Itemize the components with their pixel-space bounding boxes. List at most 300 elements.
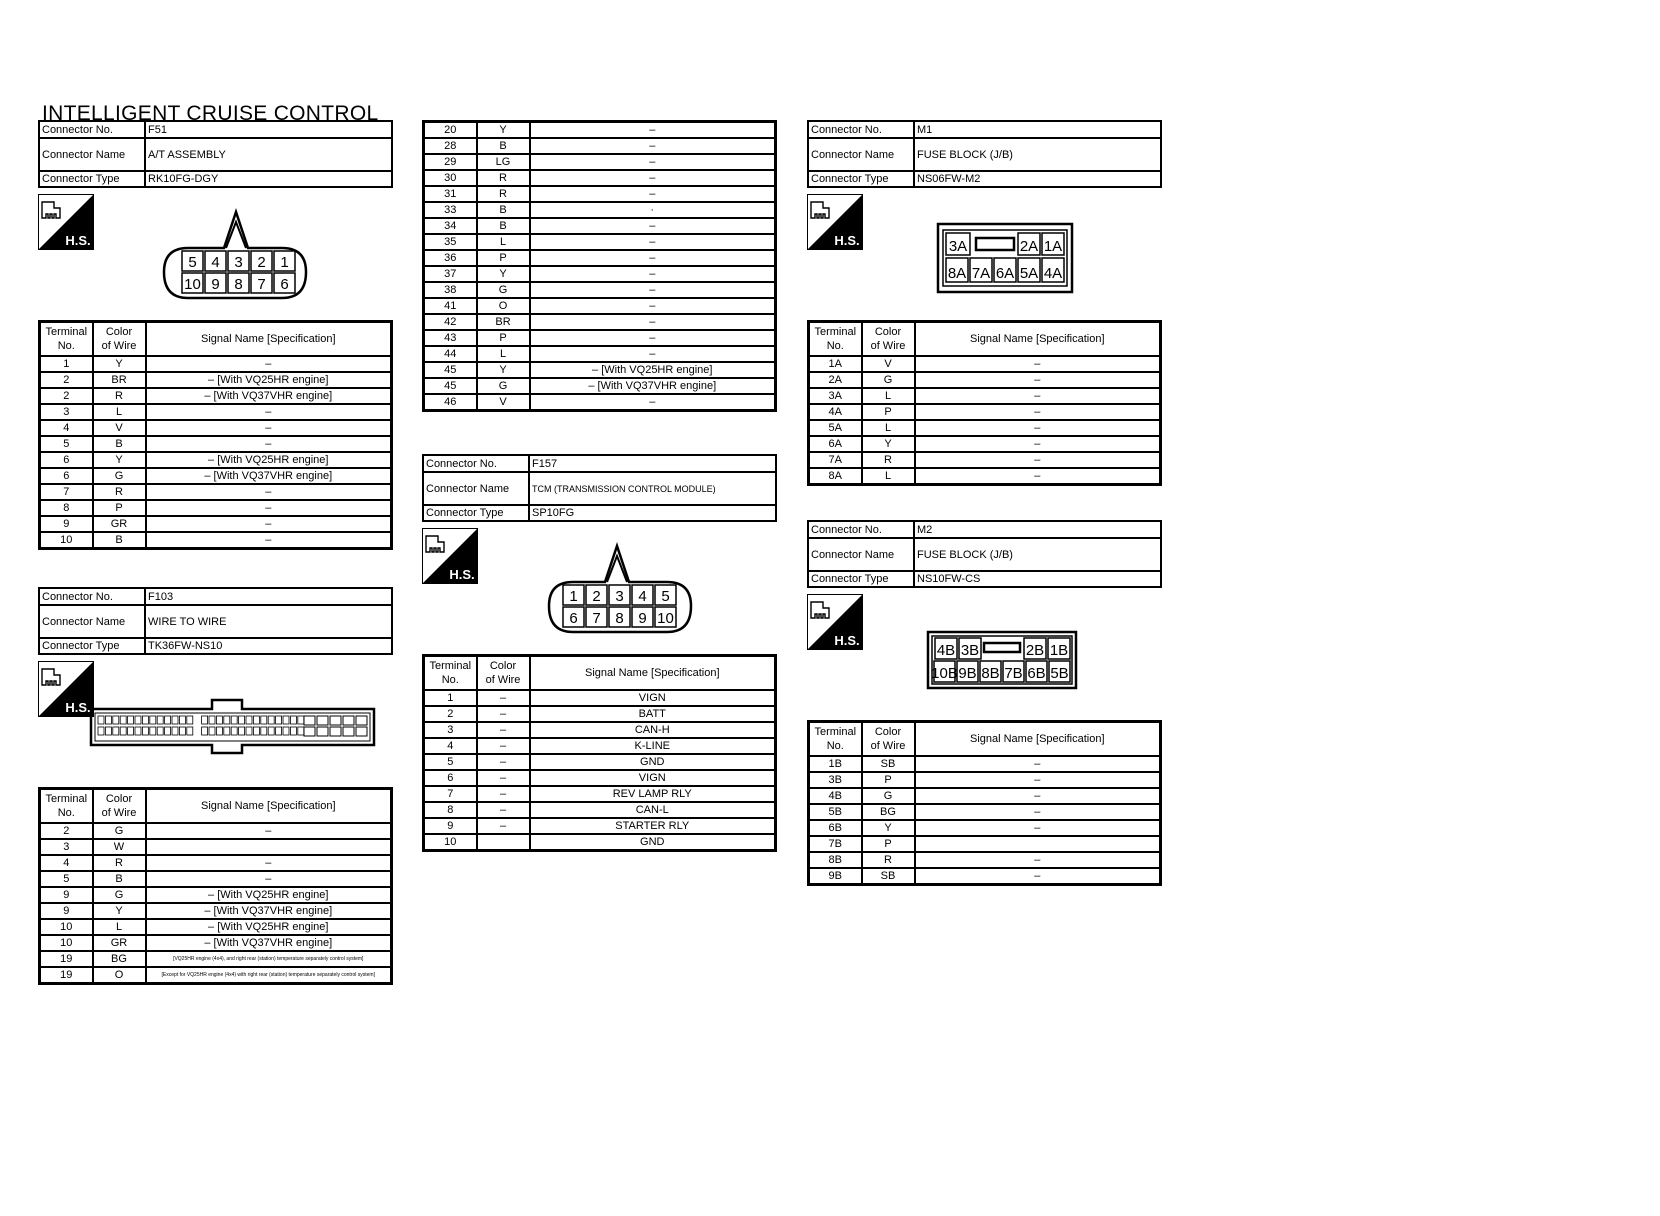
signal-cell: – [146, 420, 392, 436]
signal-cell: – [530, 154, 776, 170]
connector-pin: 7 [257, 276, 266, 293]
color-cell: O [477, 298, 530, 314]
terminal-cell: 10 [40, 919, 93, 935]
signal-cell: – [With VQ25HR engine] [146, 372, 392, 388]
table-row [809, 836, 1161, 852]
color-cell: G [93, 887, 146, 903]
page-title: INTELLIGENT CRUISE CONTROL [42, 102, 379, 125]
signal-cell: – [With VQ37VHR engine] [530, 378, 776, 394]
table-row [424, 298, 776, 314]
connector-pin: 1B [1049, 642, 1069, 659]
table-row [424, 394, 776, 411]
terminal-cell: 2 [40, 823, 93, 839]
table-row [809, 756, 1161, 772]
svg-text:H.S.: H.S. [834, 633, 860, 648]
table-row [40, 404, 392, 420]
signal-cell: – [146, 871, 392, 887]
color-cell: P [862, 772, 915, 788]
connector-pin: 1 [280, 254, 289, 271]
connector-pin: 10B [931, 665, 958, 682]
color-cell: BG [93, 951, 146, 967]
signal-cell: – [146, 484, 392, 500]
table-row [40, 967, 392, 984]
connector-pin: 2B [1025, 642, 1045, 659]
terminal-cell: 43 [424, 330, 477, 346]
table-row [424, 314, 776, 330]
color-cell: L [93, 919, 146, 935]
connector-type-value: RK10FG-DGY [145, 171, 392, 187]
signal-cell: – [With VQ25HR engine] [146, 919, 392, 935]
color-header: Color of Wire [862, 322, 915, 356]
terminal-cell: 4A [809, 404, 862, 420]
signal-cell: – [915, 868, 1161, 885]
table-row [424, 722, 776, 738]
color-cell: L [477, 346, 530, 362]
connector-name-label: Connector Name [808, 538, 914, 571]
signal-cell: – [530, 314, 776, 330]
signal-cell: – [146, 436, 392, 452]
signal-cell: – [530, 330, 776, 346]
connector-no-label: Connector No. [423, 455, 529, 472]
table-row [809, 788, 1161, 804]
connector-pin: 8 [615, 610, 624, 627]
signal-cell: – [915, 356, 1161, 372]
color-cell: L [862, 388, 915, 404]
harness-side-icon [422, 528, 478, 584]
terminal-cell: 10 [40, 532, 93, 549]
signal-cell: – [915, 772, 1161, 788]
color-header: Color of Wire [93, 789, 146, 823]
connector-pin: 8A [947, 265, 967, 282]
connector-pin: 8 [234, 276, 243, 293]
connector-pin: 6 [569, 610, 578, 627]
signal-header: Signal Name [Specification] [146, 789, 392, 823]
table-row [809, 452, 1161, 468]
color-cell: G [862, 788, 915, 804]
terminal-cell: 41 [424, 298, 477, 314]
signal-cell: – [530, 394, 776, 411]
terminal-table-f157 [422, 654, 777, 852]
table-row [424, 738, 776, 754]
table-row [809, 468, 1161, 485]
terminal-cell: 7 [40, 484, 93, 500]
signal-cell [915, 836, 1161, 852]
connector-pin: 10 [184, 276, 201, 293]
harness-side-icon [807, 594, 863, 650]
color-cell: V [477, 394, 530, 411]
connector-pin: 5B [1050, 665, 1069, 682]
table-row [424, 834, 776, 851]
table-row [40, 532, 392, 549]
connector-face-m1 [936, 222, 1074, 294]
color-cell: B [477, 218, 530, 234]
color-cell: BG [862, 804, 915, 820]
table-row [40, 839, 392, 855]
color-cell: G [93, 823, 146, 839]
color-cell: L [93, 404, 146, 420]
color-cell: GR [93, 516, 146, 532]
signal-cell: – [530, 170, 776, 186]
signal-cell: GND [530, 834, 776, 851]
color-cell: SB [862, 756, 915, 772]
signal-cell: – [915, 404, 1161, 420]
harness-side-icon [807, 194, 863, 250]
terminal-cell: 4 [40, 855, 93, 871]
connector-info-f157 [422, 454, 777, 522]
color-cell: – [477, 722, 530, 738]
terminal-cell: 45 [424, 362, 477, 378]
terminal-cell: 3 [424, 722, 477, 738]
terminal-cell: 19 [40, 967, 93, 984]
svg-text:H.S.: H.S. [65, 233, 91, 248]
signal-header: Signal Name [Specification] [146, 322, 392, 356]
signal-cell: – [With VQ37VHR engine] [146, 935, 392, 951]
terminal-cell: 8B [809, 852, 862, 868]
connector-type-label: Connector Type [39, 638, 145, 654]
terminal-cell: 44 [424, 346, 477, 362]
terminal-cell: 2A [809, 372, 862, 388]
signal-header: Signal Name [Specification] [915, 722, 1161, 756]
table-row [40, 484, 392, 500]
terminal-table-f51 [38, 320, 393, 550]
signal-cell: [VQ25HR engine (4x4), and right rear (station) temperature separately control system] [146, 951, 392, 967]
color-cell: Y [477, 266, 530, 282]
signal-cell: CAN-H [530, 722, 776, 738]
connector-pin: 10 [657, 610, 674, 627]
table-row [424, 346, 776, 362]
signal-cell: – [With VQ25HR engine] [146, 887, 392, 903]
terminal-cell: 3A [809, 388, 862, 404]
color-cell: P [477, 250, 530, 266]
signal-cell [146, 839, 392, 855]
table-row [809, 804, 1161, 820]
table-row [809, 420, 1161, 436]
connector-no-value: M1 [914, 121, 1161, 138]
color-cell: LG [477, 154, 530, 170]
table-row [424, 362, 776, 378]
signal-cell: – [915, 468, 1161, 485]
color-cell: – [477, 818, 530, 834]
table-row [809, 404, 1161, 420]
signal-header: Signal Name [Specification] [530, 656, 776, 690]
color-cell: Y [862, 436, 915, 452]
table-row [424, 330, 776, 346]
terminal-cell: 3 [40, 404, 93, 420]
color-header: Color of Wire [93, 322, 146, 356]
table-row [424, 122, 776, 139]
color-cell: V [862, 356, 915, 372]
connector-name-label: Connector Name [39, 138, 145, 171]
table-row [40, 500, 392, 516]
terminal-cell: 37 [424, 266, 477, 282]
table-row [424, 690, 776, 706]
connector-pin: 6A [995, 265, 1015, 282]
connector-name-value: WIRE TO WIRE [145, 605, 392, 638]
terminal-cell: 1 [424, 690, 477, 706]
svg-text:H.S.: H.S. [449, 567, 475, 582]
signal-cell: – [146, 855, 392, 871]
color-cell: – [477, 786, 530, 802]
terminal-cell: 6 [40, 468, 93, 484]
connector-pin: 7 [592, 610, 601, 627]
color-cell: Y [477, 362, 530, 378]
color-cell: G [862, 372, 915, 388]
connector-type-value: TK36FW-NS10 [145, 638, 392, 654]
signal-cell: [Except for VQ25HR engine (4x4) with right rear (station) temperature separately control system] [146, 967, 392, 984]
connector-face-f157 [545, 542, 695, 638]
table-row [40, 468, 392, 484]
terminal-cell: 10 [40, 935, 93, 951]
terminal-cell: 3 [40, 839, 93, 855]
table-row [424, 802, 776, 818]
color-cell: B [93, 436, 146, 452]
signal-cell: GND [530, 754, 776, 770]
table-row [40, 420, 392, 436]
terminal-cell: 1B [809, 756, 862, 772]
color-cell: BR [93, 372, 146, 388]
terminal-cell: 8 [40, 500, 93, 516]
connector-pin: 2 [257, 254, 266, 271]
terminal-cell: 6B [809, 820, 862, 836]
signal-cell: – [530, 346, 776, 362]
connector-pin: 9B [958, 665, 977, 682]
table-row [40, 919, 392, 935]
connector-pin: 3B [960, 642, 980, 659]
color-cell: G [477, 282, 530, 298]
signal-cell: – [146, 404, 392, 420]
color-cell: R [477, 186, 530, 202]
terminal-cell: 5A [809, 420, 862, 436]
terminal-cell: 42 [424, 314, 477, 330]
table-row [424, 706, 776, 722]
terminal-table-f103-continued [422, 120, 777, 412]
connector-pin: 8B [981, 665, 1000, 682]
harness-side-icon [38, 661, 94, 717]
table-row [40, 935, 392, 951]
connector-pin: 4 [211, 254, 220, 271]
terminal-header: Terminal No. [40, 322, 93, 356]
signal-cell: – [530, 218, 776, 234]
terminal-cell: 29 [424, 154, 477, 170]
terminal-cell: 2 [40, 372, 93, 388]
signal-cell: – [With VQ37VHR engine] [146, 468, 392, 484]
connector-name-value: FUSE BLOCK (J/B) [914, 538, 1161, 571]
signal-cell: – [915, 420, 1161, 436]
svg-text:H.S.: H.S. [834, 233, 860, 248]
signal-cell: – [146, 823, 392, 839]
color-cell: V [93, 420, 146, 436]
color-cell: – [477, 706, 530, 722]
table-row [40, 452, 392, 468]
table-row [424, 266, 776, 282]
terminal-cell: 31 [424, 186, 477, 202]
terminal-cell: 4 [40, 420, 93, 436]
terminal-cell: 9B [809, 868, 862, 885]
connector-pin: 4A [1043, 265, 1063, 282]
terminal-cell: 19 [40, 951, 93, 967]
table-row [424, 770, 776, 786]
connector-type-label: Connector Type [808, 571, 914, 587]
connector-pin: 2 [592, 588, 601, 605]
terminal-cell: 9 [424, 818, 477, 834]
table-row [424, 218, 776, 234]
signal-cell: – [With VQ37VHR engine] [146, 388, 392, 404]
terminal-cell: 33 [424, 202, 477, 218]
color-cell: – [477, 690, 530, 706]
table-row [40, 903, 392, 919]
table-row [424, 786, 776, 802]
connector-face-m2 [926, 630, 1078, 690]
color-header: Color of Wire [862, 722, 915, 756]
connector-no-label: Connector No. [808, 521, 914, 538]
terminal-cell: 28 [424, 138, 477, 154]
signal-cell: VIGN [530, 690, 776, 706]
connector-name-value: FUSE BLOCK (J/B) [914, 138, 1161, 171]
connector-pin: 2A [1019, 238, 1039, 255]
connector-name-value: A/T ASSEMBLY [145, 138, 392, 171]
signal-cell: STARTER RLY [530, 818, 776, 834]
table-row [809, 852, 1161, 868]
connector-pin: 5 [661, 588, 670, 605]
connector-face-f51 [160, 208, 310, 304]
signal-cell: – [530, 122, 776, 139]
table-row [40, 823, 392, 839]
connector-type-value: SP10FG [529, 505, 776, 521]
signal-cell: VIGN [530, 770, 776, 786]
terminal-header: Terminal No. [809, 322, 862, 356]
color-cell: R [862, 452, 915, 468]
table-row [809, 356, 1161, 372]
table-row [424, 154, 776, 170]
terminal-cell: 8 [424, 802, 477, 818]
terminal-cell: 9 [40, 903, 93, 919]
table-row [40, 388, 392, 404]
connector-info-m2 [807, 520, 1162, 588]
signal-cell: – [146, 516, 392, 532]
signal-cell: REV LAMP RLY [530, 786, 776, 802]
color-cell: R [477, 170, 530, 186]
connector-name-label: Connector Name [39, 605, 145, 638]
terminal-cell: 5B [809, 804, 862, 820]
connector-no-value: F103 [145, 588, 392, 605]
color-cell: P [862, 836, 915, 852]
terminal-table-f103 [38, 787, 393, 985]
connector-type-value: NS10FW-CS [914, 571, 1161, 587]
color-cell: W [93, 839, 146, 855]
terminal-cell: 2 [424, 706, 477, 722]
signal-cell: – [915, 820, 1161, 836]
connector-name-label: Connector Name [808, 138, 914, 171]
connector-no-label: Connector No. [39, 588, 145, 605]
color-cell: – [477, 802, 530, 818]
connector-no-value: F51 [145, 121, 392, 138]
terminal-table-m2 [807, 720, 1162, 886]
signal-cell: – [With VQ25HR engine] [530, 362, 776, 378]
connector-pin: 3 [615, 588, 624, 605]
table-row [809, 372, 1161, 388]
table-row [809, 868, 1161, 885]
signal-cell: – [915, 436, 1161, 452]
connector-type-label: Connector Type [39, 171, 145, 187]
color-cell: Y [477, 122, 530, 139]
connector-pin: 5A [1019, 265, 1039, 282]
color-cell: B [477, 138, 530, 154]
color-cell: B [477, 202, 530, 218]
color-cell: – [477, 754, 530, 770]
table-row [40, 887, 392, 903]
terminal-cell: 6 [40, 452, 93, 468]
connector-pin: 7B [1004, 665, 1023, 682]
table-row [809, 388, 1161, 404]
signal-cell: – [915, 452, 1161, 468]
color-cell [477, 834, 530, 851]
table-row [424, 202, 776, 218]
color-cell: Y [862, 820, 915, 836]
signal-cell: – [915, 756, 1161, 772]
connector-type-label: Connector Type [808, 171, 914, 187]
connector-face-f103 [88, 697, 378, 755]
connector-no-label: Connector No. [808, 121, 914, 138]
terminal-cell: 7A [809, 452, 862, 468]
connector-pin: 9 [211, 276, 220, 293]
signal-header: Signal Name [Specification] [915, 322, 1161, 356]
terminal-cell: 4B [809, 788, 862, 804]
color-cell: R [862, 852, 915, 868]
table-row [424, 818, 776, 834]
connector-type-value: NS06FW-M2 [914, 171, 1161, 187]
connector-pin: 4B [936, 642, 956, 659]
terminal-cell: 20 [424, 122, 477, 139]
signal-cell: K-LINE [530, 738, 776, 754]
connector-info-f103 [38, 587, 393, 655]
signal-cell: CAN-L [530, 802, 776, 818]
signal-cell: – [530, 234, 776, 250]
connector-info-f51 [38, 120, 393, 188]
table-row [40, 871, 392, 887]
connector-pin: 3 [234, 254, 243, 271]
terminal-cell: 7 [424, 786, 477, 802]
terminal-cell: 5 [424, 754, 477, 770]
connector-pin: 1 [569, 588, 578, 605]
color-cell: – [477, 738, 530, 754]
color-cell: R [93, 388, 146, 404]
table-row [809, 436, 1161, 452]
signal-cell: – [With VQ25HR engine] [146, 452, 392, 468]
signal-cell: – [146, 532, 392, 549]
terminal-cell: 45 [424, 378, 477, 394]
harness-side-icon [38, 194, 94, 250]
terminal-cell: 4 [424, 738, 477, 754]
signal-cell: – [915, 804, 1161, 820]
table-row [40, 372, 392, 388]
connector-pin: 6B [1027, 665, 1046, 682]
signal-cell: – [146, 356, 392, 372]
color-cell: P [862, 404, 915, 420]
signal-cell: – [530, 282, 776, 298]
table-row [40, 855, 392, 871]
signal-cell: – [915, 372, 1161, 388]
table-row [424, 282, 776, 298]
connector-pin: 3A [948, 238, 968, 255]
signal-cell: · [530, 202, 776, 218]
color-cell: O [93, 967, 146, 984]
terminal-cell: 2 [40, 388, 93, 404]
terminal-header: Terminal No. [809, 722, 862, 756]
terminal-cell: 7B [809, 836, 862, 852]
terminal-cell: 5 [40, 871, 93, 887]
signal-cell: – [146, 500, 392, 516]
terminal-cell: 9 [40, 887, 93, 903]
